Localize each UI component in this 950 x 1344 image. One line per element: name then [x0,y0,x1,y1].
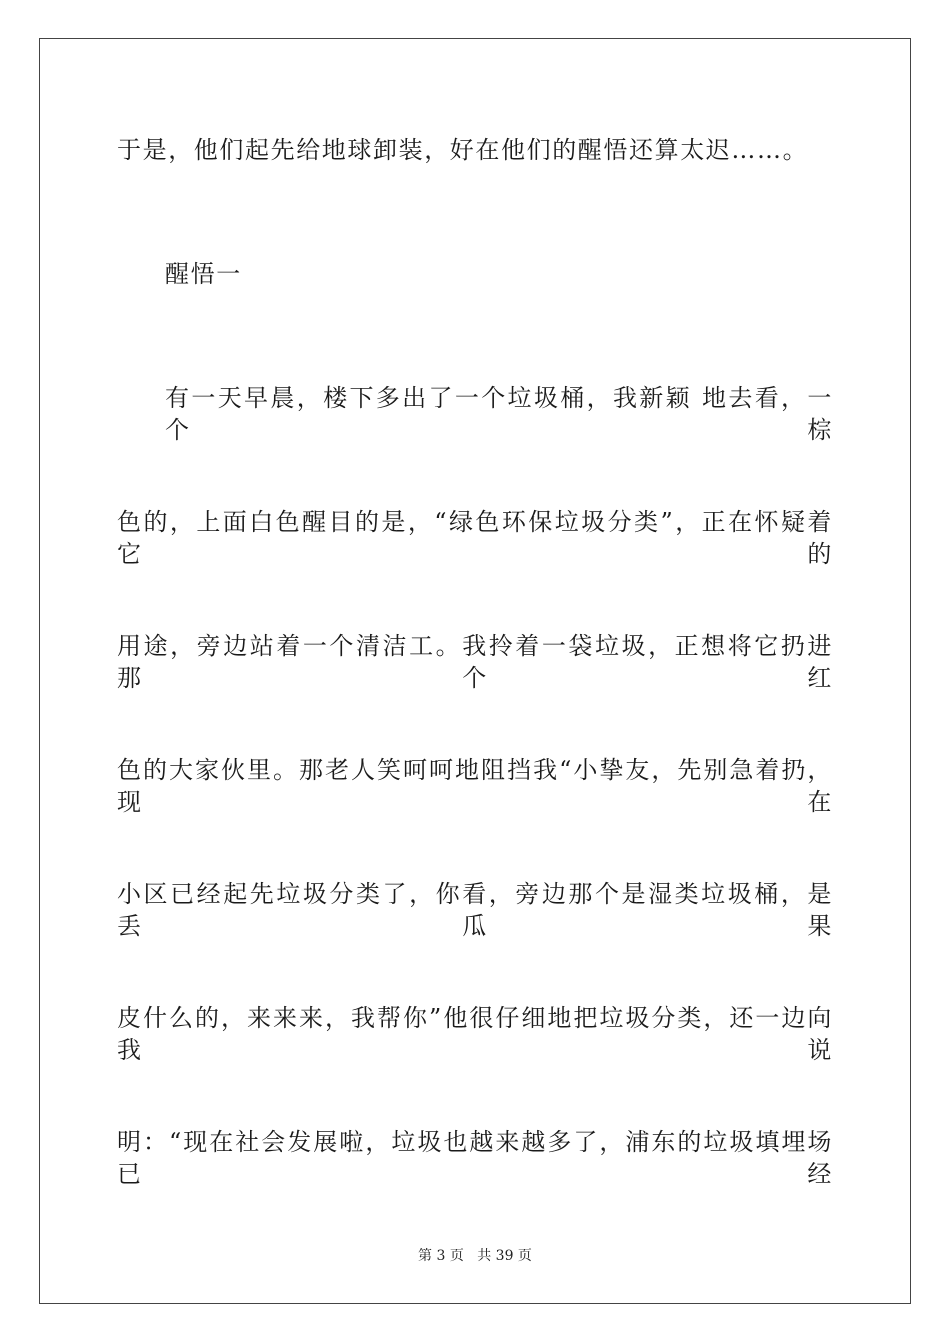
text-line-1: 于是，他们起先给地球卸装，好在他们的醒悟还算太迟……。 [117,136,809,164]
page-number: 第 3 页 [418,1248,464,1264]
text-line-5: 用途，旁边站着一个清洁工。我拎着一袋垃圾，正想将它扔进那个红 [117,632,833,692]
text-line-4: 色的，上面白色醒目的是，“绿色环保垃圾分类”，正在怀疑着它的 [117,508,833,568]
page-total: 共 39 页 [477,1248,532,1264]
text-line-6: 色的大家伙里。那老人笑呵呵地阻挡我“小挚友，先别急着扔，现在 [117,756,833,816]
text-line-9: 明：“现在社会发展啦，垃圾也越来越多了，浦东的垃圾填埋场已经 [117,1128,833,1188]
text-line-3: 有一天早晨，楼下多出了一个垃圾桶，我新颖 地去看，一个棕 [165,384,833,444]
text-line-7: 小区已经起先垃圾分类了，你看，旁边那个是湿类垃圾桶，是丢瓜果 [117,880,833,940]
page-footer [0,1246,950,1266]
section-heading: 醒悟一 [165,260,242,288]
text-line-8: 皮什么的，来来来，我帮你”他很仔细地把垃圾分类，还一边向我说 [117,1004,833,1064]
